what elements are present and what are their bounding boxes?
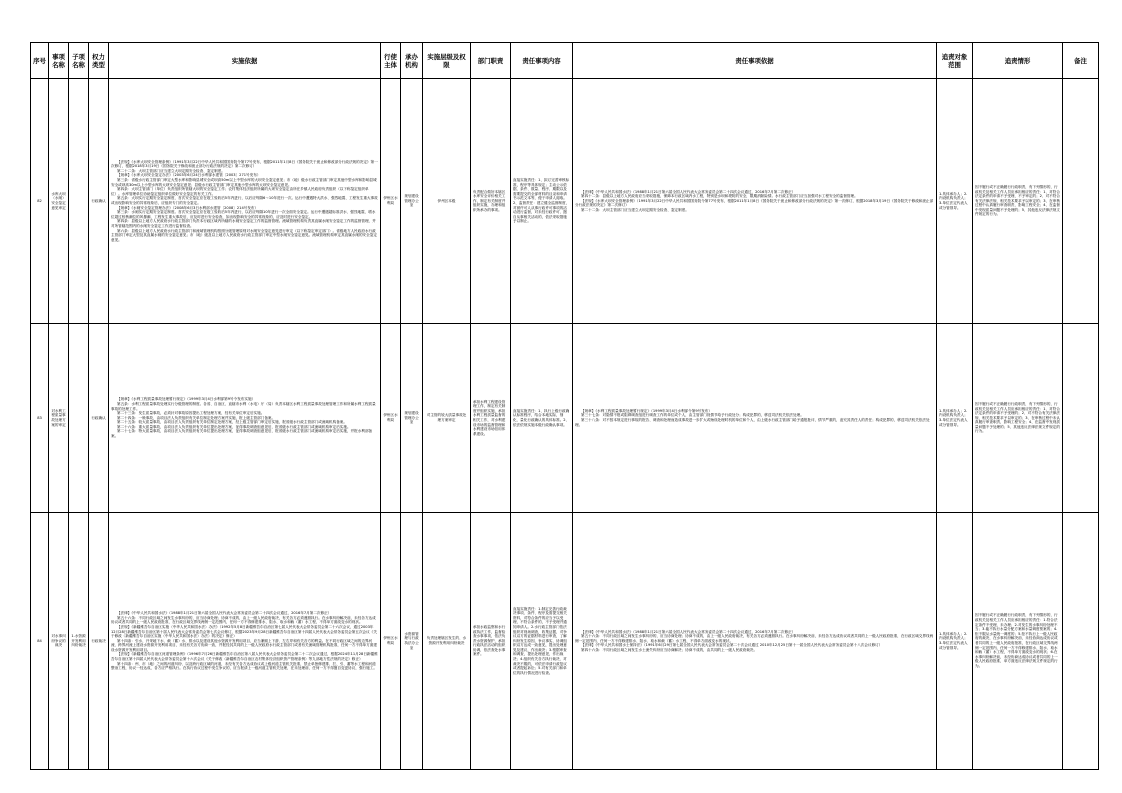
- row-dept: 承担水利工程建设管理工作，制定有关制度并组织实施，承担水利工程质量监督的相关工作，对水利建设市场的监督管理和水利建设市场信用体系建设。: [471, 324, 511, 513]
- resp-para: 【法规】《水库大坝安全管理条例》（1991年3月22日中华人民共和国国务院令第77号发布，根据2011年1月8日《国务院关于废止和修改部分行政法规的决定》第一次修订，根据2018年3月19日《国务院关于修改和废止部分行政法规的决定》第二次修订）: [575, 198, 934, 208]
- row-seq: 84: [31, 513, 49, 770]
- row-scope: 1.具体承办人；2.内设机构负责人；3.单位法定代表人或分管领导。: [937, 324, 973, 513]
- table-row: [31, 324, 1099, 513]
- row-cases: 因不履行或不正确履行行政职责，有下列情形的，行政机关及相关工作人员应承担相应的责任：1、对符合法定条件的申请不予受理的；2、对不符合有关法律法规、相关技术要求予以审定的；3、在审核过程中未认真履行审查职责，影响工程安全；4、在监督中发现质量问题不予处理的；5、其他违反法律法规文件规定的行为。: [973, 324, 1063, 513]
- row-resp: [573, 324, 937, 513]
- basis-para: 第二十五条：较大质量事故，由项目法人负责组织有关单位制定处理方案，经上级主管部门审定后实施，报省级水行政主管部门或流域机构备案。: [117, 420, 347, 425]
- basis-para: 【法规】《新疆维吾尔自治区实施〈中华人民共和国水法〉办法》（1992年5月8日新疆维吾尔自治区第七届人民代表大会常务委员会第二十六次会议，通过2003年12月28日新疆维吾尔自治区第十届人民代表大会常务委员会第七次会议修订，根据2023年9月28日新疆维吾尔自治区第十四届人民代表大会常务委员会第五次会议《关于修改〈新疆维吾尔自治区实施〈中华人民共和国水法〉办法〉的决定》修正）: [111, 624, 377, 639]
- row-level: 对主管的较大质量事故处理方案审定: [423, 324, 471, 513]
- basis-para: 第二十三条：发生质量事故，必须针对事故原因提出工程处理方案，经有关单位审定后实施。: [117, 411, 265, 416]
- header-resp: 责任事项依据: [573, 43, 937, 79]
- resp-para: 第二十二条：大坝主管部门应当建立大坝定期安全检查、鉴定制度。: [581, 207, 689, 212]
- row-content: 直接实施责任：1、执行上级行政确认标准程序，结合本地实际，细化、量化行政确认的具体标准。2、依法依规实施本级行政确认事项。: [511, 324, 573, 513]
- header-cases: 追责情形: [973, 43, 1063, 79]
- row-cases: 因不履行或不正确履行行政职责，有下列情形的，行政机关及相关工作人员应承担相应的责任：1.符合法定条件不受理，未办理；2.对发生的水事纠纷处理不当；3.能不执行水量分配方案和水量调度预案的；4.拒不服从水量统一调度的；5.拒不执行上一级人民政府的裁决，在水事纠纷解决前，未经协商达成协议或者共同的上一级人民政府批准，在行政区域交界线两侧一定范围内，任何一方不得修建排水、阻水、取水和截（蓄）水工程，不得单方面改变水的现状；6.在水事纠纷解决前，未经协商达成协议或者共同的上一级人民政府批准，单方面违反法律法规文件规定的行为。: [973, 513, 1063, 770]
- row-seq: 83: [31, 324, 49, 513]
- basis-para: 第六条：县级以上地方人民政府水行政主管部门和流域管理机构按照分级管理原则对水闸安全鉴定意见进行审定（以下称鉴定审定部门）。省级地方人民政府水行政主管部门审定大型及其直属水闸的安全鉴定意见；市（地）级及以上地方人民政府水行政主管部门审定中型水闸安全鉴定意见。流域管理机构审定其直属水闸的安全鉴定意见。: [111, 228, 377, 242]
- basis-para: 【法规】《新疆维吾尔自治区河道管理条例》（1996年7月26日新疆维吾尔自治区第八届人民代表大会常务委员会第二十二次会议通过，根据2024年11月28日新疆维吾尔自治区第十四届人民代表大会常务委员会第十六次会议《关于修改〈新疆维吾尔自治区农村集体经济组织资产管理条例〉等九部地方性法规的决定》修正）: [111, 652, 378, 662]
- row-subject: 伊州区水利局: [381, 79, 401, 324]
- row-basis: [109, 324, 381, 513]
- resp-para: 【规章】《水利工程质量事故处理暂行规定》（1999年3月4日水利部令第9号发布）: [581, 408, 712, 413]
- resp-para: 第五十六条：不同行政区域之间发生水事纠纷的，应当协商处理；协商不成的，由上一级人民政府裁决，有关各方必须遵照执行。在水事纠纷解决前，未经各方达成协议或者共同的上一级人民政府批准，在行政区域交界线两侧一定范围内，任何一方不得修建排水、阻水、取水和截（蓄）水工程，不得单方面改变水的现状。: [575, 634, 934, 643]
- row-dept: 负责配合做好本辖区水库安全评价相关工作，制定有关制度并组织实施，办理和组织所承办的事项。: [471, 79, 511, 324]
- table-header: [31, 43, 1099, 79]
- resp-para: 【法律】《中华人民共和国水法》（1988年1月21日第六届全国人民代表大会常务委员会第二十四次会议通过，2016年7月第二次修正）: [581, 189, 796, 194]
- basis-para: 第二十四条：一般事故，由项目法人负责组织有关单位制定处理方案并实施，报上级主管部门备案。: [117, 415, 276, 420]
- basis-para: 第十四条：州、市（地）之间的河道纠纷、以及跨行政区域的河道，未经有关各方达成协议或上级河道主管机关批准，禁止单独修建排、拦、引、蓄等水工程和河道整治工程，协议一经达成，各方应严格执行。在执行协议过程中发生争议的，应当报请上一级河道主管机关处理，在未处理前，任何一方不得擅自变更协议，强行施工。: [111, 661, 377, 671]
- basis-para: 【规章】《水库大坝安全鉴定办法》（2003年6月24日水利部水建管〔2003〕271号发布）: [117, 173, 261, 178]
- header-note: 备注: [1063, 43, 1099, 79]
- row-org: 规划建设管理办公室: [401, 324, 423, 513]
- header-content: 责任事项内容: [511, 43, 573, 79]
- resp-para: 第三十八条：对不按本规定进行事故的报告、调查和处理而造成事故进一步扩大或贻误处理时机的单位和个人，由上级水行政主管部门给予通报批评，情节严重的，追究其责任人的责任；构成犯罪的，移送司法机关依法处理。: [575, 418, 930, 427]
- row-resp: [573, 513, 937, 770]
- responsibility-table: [30, 42, 1099, 770]
- header-subject: 行使主体: [381, 43, 401, 79]
- row-basis: [109, 513, 381, 770]
- row-org: 规划建设管理办公室: [401, 79, 423, 324]
- basis-para: 第五条：水利工程质量事故处理实行分级管理的制度。各省、自治区、直辖市水利（水电）厅（局）负责本辖区水利工程质量事故处理管理工作和所属水利工程质量事故的处理工作。: [111, 401, 376, 411]
- row-seq: 82: [31, 79, 49, 324]
- header-scope: 追责对象范围: [937, 43, 973, 79]
- row-sub: [69, 79, 89, 324]
- row-basis: [109, 79, 381, 324]
- resp-para: 第四十六条：不同行政区域之间发生水土流失纠纷应当协商解决；协商不成的，由共同的上一级人民政府裁决。: [581, 647, 758, 652]
- header-org: 承办机构: [401, 43, 423, 79]
- resp-para: 【法律】《中华人民共和国水土保持法》（1991年6月29日第七届全国人民代表大会常务委员会第二十次会议通过 2010年12月25日第十一届全国人民代表大会常务委员会第十八次会议修订）: [581, 643, 883, 648]
- header-dept: 部门职责: [471, 43, 511, 79]
- basis-para: 第二十七条：特大质量事故，由项目法人负责组织有关单位提出处理方案，征得事故调查组意见后，报省级水行政主管部门或流域机构审定后实施，并报水利部备案。: [111, 429, 373, 439]
- resp-para: 第四十二条：县级以上地方人民政府应当采取措施，保障本行政区域内水工程，特别是水坝和堤防的安全，限期消除险情。水行政主管部门应当加强对水工程安全的监督管理。: [581, 194, 858, 199]
- header-name: 事项名称: [49, 43, 69, 79]
- basis-para: 第三条：省级水行政主管部门审定大型水库和影响县城安全或坝高50m以上中型水库的大坝安全鉴定意见；市（地）级水行政主管部门审定其他中型水库和影响县城安全或坝高30m以上小型水库的大坝安全鉴定意见；县级水行政主管部门审定其他小型水库的大坝安全鉴定意见。: [111, 178, 377, 187]
- basis-para: 【法律】《中华人民共和国水法》（1988年1月21日第六届全国人民代表大会常务委员会第二十四次会议通过，2016年7月第二次修正）: [117, 611, 332, 616]
- table-row: [31, 513, 1099, 770]
- header-sub: 子项名称: [69, 43, 89, 79]
- row-level: 伊州区本级: [423, 79, 471, 324]
- row-type: 行政确认: [89, 324, 109, 513]
- row-type: 行政裁决: [89, 513, 109, 770]
- basis-para: 【法规】《水库大坝安全管理条例》（1991年3月22日中华人民共和国国务院令第77号发布，根据2011年1月8日《国务院关于废止和修改部分行政法规的决定》第一次修订，根据2018年3月19日《国务院关于修改和废止部分行政法规的决定》第二次修订）: [111, 159, 378, 169]
- row-level: 负责处理辖区发生的、水资源开发利用纠纷裁决: [423, 513, 471, 770]
- basis-para: 第十四条：引水、开采地下水、截（蓄）水、排水以及建设其他水资源开发利用项目，应当兼顾上下游、左右岸和有关各方的利益。在不同行政区域之间的边界河流、跨界河流上建设水资源开发利用项目，未经有关各方协商一致，并报经其共同的上一级人民政府水行政主管部门或者有关流域管理机构批准，任何一方不得单方面建设水资源开发利用项目。: [111, 638, 377, 652]
- row-note: [1063, 513, 1099, 770]
- resp-para: 【法律】《中华人民共和国水法》（1988年1月21日第六届全国人民代表大会常务委员会第二十四次会议通过，2016年7月第二次修正）: [581, 629, 796, 634]
- table-row: [31, 79, 1099, 324]
- row-scope: 1.具体承办人；2.内设机构负责人；3.单位法定代表人或分管领导。: [937, 79, 973, 324]
- row-subject: 伊州区水利局: [381, 324, 401, 513]
- basis-para: 第五十六条：不同行政区域之间发生水事纠纷的，应当协商处理；协商不成的，由上一级人民政府裁决，有关各方必须遵照执行。在水事纠纷解决前，未经各方达成协议或者共同的上一级人民政府批准，在行政区域交界线两侧一定范围内，任何一方不得修建排水、阻水、取水和截（蓄）水工程，不得单方面改变水的现状。: [111, 615, 376, 625]
- basis-para: 第四条：县级以上地方人民政府水行政主管部门负责本行政区域内所辖的水闸安全鉴定工作的监督管理。流域管理机构负责其直属水闸安全鉴定工作的监督管理，并对所管辖范围内的水闸安全鉴定工作进行监督检查。: [111, 219, 376, 228]
- row-content: 直接实施责任：1.制定完善行政裁决事项、条件、程序及需提交相关资料，对符合条件的应当予以受理，不符合条件的，不予受理并通知申请人。2.水行政主管部门依法组织对现场调查，收集证据，对争议双方的证据材料进行审查，了解纠纷发生原因，争议事实，协调组织双方达成一致意见，提出处理意见及建议，作出裁决；3.根据审查和调查，提出处理意见，作出裁决；4.组织有关各方执行裁决，对裁决不服的，可依法申请行政复议或者提起诉讼；5.对有关部门和单位的执行情况进行检查。: [511, 513, 573, 770]
- row-name: 对水利工程质量事故处理方案的审定: [49, 324, 69, 513]
- row-sub: 1.水资源开发利用纠纷裁决: [69, 513, 89, 770]
- responsibility-list-sheet: [30, 42, 1098, 770]
- row-subject: 伊州区水利局: [381, 513, 401, 770]
- row-note: [1063, 324, 1099, 513]
- row-note: [1063, 79, 1099, 324]
- header-level: 实施层级及权限: [423, 43, 471, 79]
- basis-para: 第二十六条：重大质量事故，由项目法人负责组织有关单位提出处理方案，征得事故调查组意见后，报省级水行政主管部门或流域机构审定后实施。: [117, 424, 351, 429]
- basis-para: 【规章】《水闸安全鉴定管理办法》（2008年6月3日水利部水建管〔2008〕214号发布）: [117, 205, 259, 210]
- row-content: 直接实施责任：1、拟订完善审核标准，程序等具体规定；主动公示依据、条件、数量、程序、期限以及需要提交的全部材料的目录和申请书示范文本等，便于申请人阅取。2、监督责任：建立健全监督制度，对被许可人从事行政许可事项的活动进行监督，对未经行政许可、擅自从事相关活动的，依法采取措施予以制止。: [511, 79, 573, 324]
- row-name: 水库大坝（水闸）安全鉴定意见审定: [49, 79, 69, 324]
- header-basis: 实施依据: [109, 43, 381, 79]
- basis-para: 第三条：水闸实行定期安全鉴定制度。首次安全鉴定应在竣工验收后5年内进行，以后应每隔10年进行一次全面安全鉴定。运行中遭遇超标准洪水、强烈地震、增水位超过校核潮位的风暴潮、工程发生重大事故后，应及时进行安全检查，如出现影响安全的异常现象的，应及时进行安全鉴定。: [111, 210, 376, 219]
- resp-para: 第三十七条：对隐情不报或阻碍调查组进行调查工作的单位或个人，由主管部门视情节给予行政处分；构成犯罪的，移送司法机关依法处理。: [581, 413, 804, 418]
- header-type: 权力类型: [89, 43, 109, 79]
- row-name: 对水事纠纷争议的裁决: [49, 513, 69, 770]
- row-type: 行政确认: [89, 79, 109, 324]
- basis-para: 第二十二条：大坝主管部门应当建立大坝定期安全检查、鉴定制度。: [117, 168, 225, 173]
- header-seq: 序号: [31, 43, 49, 79]
- row-resp: [573, 79, 937, 324]
- basis-para: 第四条：大坝主管部门（单位）负责组织所管辖大坝的安全鉴定工作；农村集体经济组织所属的大坝安全鉴定由所在乡镇人民政府负责组织（以下称鉴定组织单位）。水库管理单位协助鉴定组织单位做好安全鉴定的有关工作。: [111, 187, 369, 196]
- row-org: 水资源管理与行政执法办公室: [401, 513, 423, 770]
- basis-para: 第五条：大坝实行定期安全鉴定制度，首次安全鉴定应在竣工验收后5年内进行，以后应每隔6～10年进行一次。运行中遭遇特大洪水、强烈地震、工程发生重大事故或出现影响安全的异常现象后，应组织专门的安全鉴定。: [111, 196, 378, 205]
- row-cases: 因不履行或不正确履行行政职责，有下列情形的，行政机关及相关工作人员应承担相应的责任：1、对符合法定条件的申请不予受理、不予审定的；2、对不符合有关法律法规、相关技术要求予以审定的；3、在审核过程中认真履行审查职责，影响工程安全；4、在监督中发现质量问题不予处理的；5、其他违反法律法规文件规定的行为。: [973, 79, 1063, 324]
- row-sub: [69, 324, 89, 513]
- row-dept: 承担水政监察和水行政执法工作，监督检查水事事项，依法负责水资源保护，承担行政执法活动的组织协调，依法查处水事案件。: [471, 513, 511, 770]
- row-scope: 1.具体承办人；2.内设机构负责人；3.单位法定代表人或分管领导。: [937, 513, 973, 770]
- basis-para: 【规章】《水利工程质量事故处理暂行规定》（1999年3月4日水利部第9号令发布实施）: [117, 397, 256, 402]
